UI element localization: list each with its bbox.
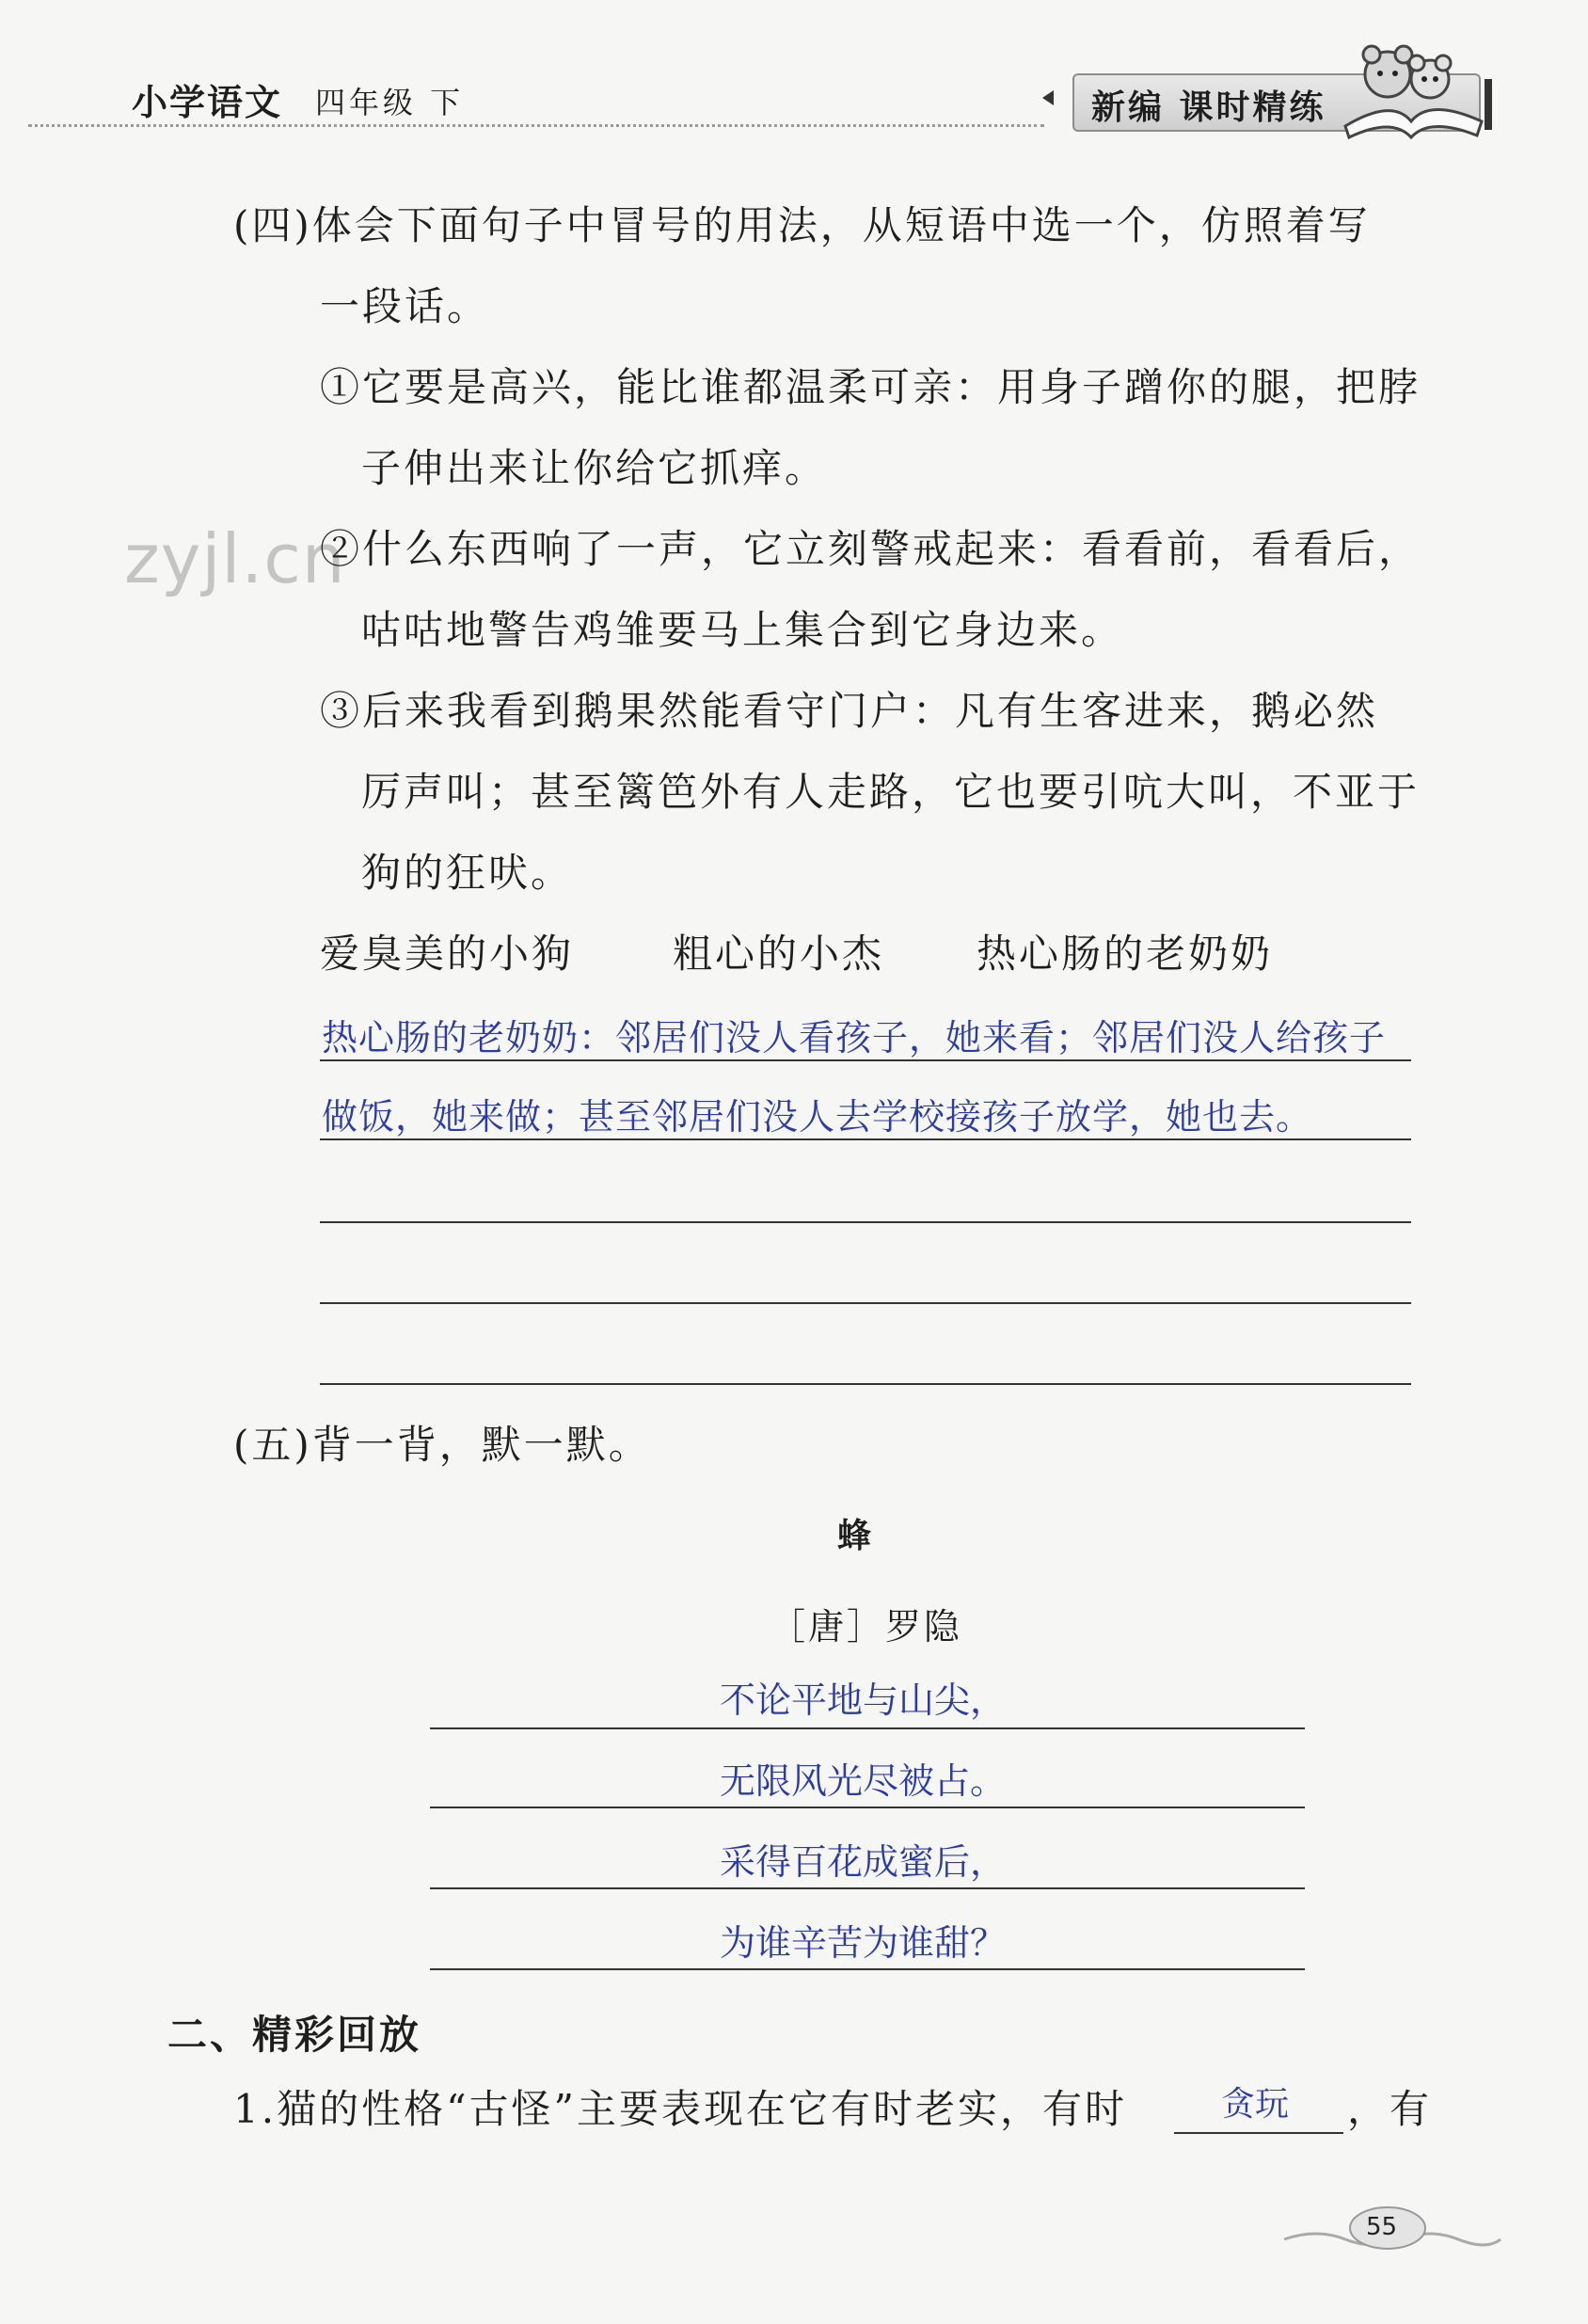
section5-title: (五)背一背，默一默。 <box>233 1422 651 1468</box>
answer-rule-5 <box>320 1383 1411 1385</box>
item-3-line-2: 厉声叫；甚至篱笆外有人走路，它也要引吭大叫，不亚于 <box>361 769 1421 815</box>
item-2-line-2: 咕咕地警告鸡雏要马上集合到它身边来。 <box>361 607 1124 653</box>
answer-rule-3 <box>320 1221 1411 1223</box>
item-1-line-1: ①它要是高兴，能比谁都温柔可亲：用身子蹭你的腿，把脖 <box>320 364 1421 410</box>
answer-rule-2 <box>320 1138 1411 1140</box>
poem-author: ［唐］罗隐 <box>770 1606 963 1647</box>
triangle-left-icon <box>1042 90 1054 105</box>
part2-heading: 二、精彩回放 <box>167 2012 422 2058</box>
poem-rule-1 <box>430 1727 1305 1729</box>
header-grade: 四年级 下 <box>315 85 465 120</box>
answer-rule-1 <box>320 1059 1411 1061</box>
poem-line-3: 采得百花成蜜后， <box>719 1841 1006 1883</box>
poem-rule-2 <box>430 1807 1305 1808</box>
poem-line-1: 不论平地与山尖， <box>719 1679 1006 1721</box>
section4-title-cont: 一段话。 <box>320 283 490 329</box>
header-dotted-rule <box>28 124 1044 127</box>
item-1-line-2: 子伸出来让你给它抓痒。 <box>361 445 828 491</box>
header-subject: 小学语文 <box>132 82 283 123</box>
question-1-text-cont: ，有 <box>1347 2086 1433 2132</box>
poem-line-4: 为谁辛苦为谁甜？ <box>719 1922 1006 1964</box>
question-1-text: 1.猫的性格“古怪”主要表现在它有时老实，有时 <box>233 2086 1128 2132</box>
question-1-answer: 贪玩 <box>1221 2085 1290 2124</box>
bear-book-icon <box>1336 32 1486 145</box>
question-1-blank <box>1174 2132 1343 2134</box>
watermark: zyjl.cn <box>124 519 346 598</box>
header-end-bar <box>1485 79 1492 130</box>
poem-rule-3 <box>430 1887 1305 1889</box>
answer-rule-4 <box>320 1302 1411 1304</box>
phrase-2: 粗心的小杰 <box>673 931 885 977</box>
answer-line-1: 热心肠的老奶奶：邻居们没人看孩子，她来看；邻居们没人给孩子 <box>322 1017 1387 1059</box>
phrase-1: 爱臭美的小狗 <box>320 931 575 977</box>
item-3-line-1: ③后来我看到鹅果然能看守门户：凡有生客进来，鹅必然 <box>320 688 1379 734</box>
phrase-3: 热心肠的老奶奶 <box>977 931 1274 977</box>
header-series-title: 新编 课时精练 <box>1091 88 1326 127</box>
section4-title: (四)体会下面句子中冒号的用法，从短语中选一个，仿照着写 <box>233 202 1371 248</box>
item-3-line-3: 狗的狂吠。 <box>361 850 574 896</box>
answer-line-2: 做饭，她来做；甚至邻居们没人去学校接孩子放学，她也去。 <box>322 1096 1313 1138</box>
item-2-line-1: ②什么东西响了一声，它立刻警戒起来：看看前，看看后， <box>320 526 1421 572</box>
poem-rule-4 <box>430 1968 1305 1970</box>
poem-line-2: 无限风光尽被占。 <box>719 1760 1006 1802</box>
page-number: 55 <box>1366 2213 1398 2241</box>
poem-title: 蜂 <box>837 1517 872 1555</box>
